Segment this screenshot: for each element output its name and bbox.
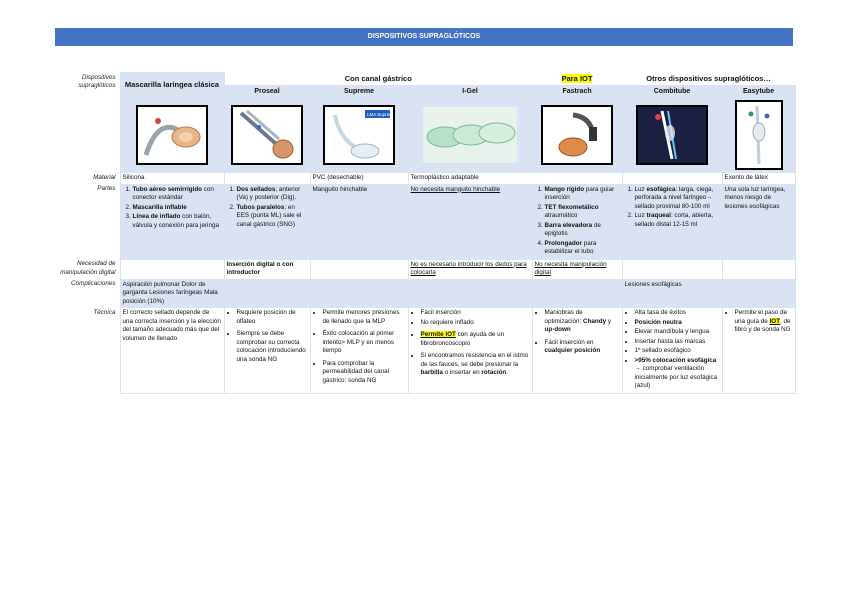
- igel-image: [423, 107, 517, 163]
- image-row: [55, 98, 795, 173]
- list-item: • Si encontramos resistencia en el istmo de las fauces, se debe presionar la barbilla o insertar en rotación.: [421, 352, 530, 378]
- image-cell-combitube: [622, 98, 722, 173]
- row-label-tecnica: Técnica: [93, 308, 116, 316]
- fastrach-image: [541, 105, 613, 165]
- list-item: • Permite IOT con ayuda de un fibrobroncoscopio: [421, 331, 530, 348]
- image-cell-supreme: [310, 98, 408, 173]
- row-label-manipulacion: Necesidad de manipulación digital: [60, 260, 116, 276]
- tecnica-combitube: [622, 308, 722, 394]
- header-easytube: Easytube: [722, 85, 795, 97]
- row-label-devices: Dispositivos supraglóticos: [78, 73, 116, 89]
- list-item: 2. Mascarilla inflable: [133, 204, 222, 213]
- compl-combitube: Lesiones esofágicas: [622, 279, 722, 308]
- supreme-image: [323, 105, 395, 165]
- tecnica-laringea: El correcto sellado depende de una correcta inserción y la elección del tamaño adecuado más que del volumen de llenado: [120, 308, 224, 394]
- list-item: • >95% colocación esofágica → comprobar ventilación inicialmente por luz esofágica (azul): [635, 357, 720, 391]
- supreme-image-label: LMA Supreme: [367, 112, 393, 118]
- header-proseal: Proseal: [224, 85, 310, 97]
- tecnica-easytube: [722, 308, 795, 394]
- manipulacion-row: [55, 259, 795, 279]
- list-item: • 1º sellado esofágico: [635, 347, 720, 356]
- list-item: • Permite el paso de una guía de IOT, de fibro y de sonda NG: [735, 309, 793, 335]
- image-cell-proseal: [224, 98, 310, 173]
- header-para-iot: [532, 73, 622, 86]
- list-item: 1. Mango rígido para guiar inserción: [545, 186, 620, 203]
- page-title-banner: [55, 28, 793, 46]
- list-item: • Insertar hasta las marcas: [635, 338, 720, 347]
- tecnica-fastrach: [532, 308, 622, 394]
- list-item: 2. Luz traqueal: corta, abierta, sellado distal 12-15 ml: [635, 212, 720, 229]
- material-laringea: Silicona: [120, 173, 224, 185]
- partes-proseal: [224, 184, 310, 259]
- list-item: 2. TET flexometálico atraumático: [545, 204, 620, 221]
- material-igel: Termoplástico adaptable: [408, 173, 622, 185]
- header-igel: I-Gel: [408, 85, 532, 97]
- list-item: 3. Barra elevadora de epiglotis: [545, 222, 620, 239]
- list-item: 2. Tubos paralelos; en EES (punta ML) sale el canal gástrico (SNG): [237, 204, 308, 230]
- partes-row: [55, 184, 795, 259]
- header-canal-gastrico: Con canal gástrico: [344, 73, 412, 83]
- complicaciones-row: [55, 279, 795, 308]
- list-item: • Posición neutra: [635, 319, 720, 328]
- row-label-material: Material: [93, 173, 116, 181]
- tecnica-proseal: [224, 308, 310, 394]
- partes-fastrach: [532, 184, 622, 259]
- header-otros-dispositivos: Otros dispositivos supraglóticos…: [646, 73, 771, 83]
- header-mascarilla-laringea: Mascarilla laríngea clásica: [120, 73, 224, 98]
- material-easytube: Exento de látex: [722, 173, 795, 185]
- list-item: 4. Prolongador para estabilizar el tubo: [545, 240, 620, 257]
- devices-table: [55, 72, 796, 394]
- tecnica-row: [55, 308, 795, 394]
- partes-supreme: Manguito hinchable: [310, 184, 408, 259]
- partes-igel: No necesita manguito hinchable: [408, 184, 532, 259]
- list-item: • Maniobras de optimización: Chandy y up-down: [545, 309, 620, 335]
- list-item: • Fácil inserción: [421, 309, 530, 318]
- partes-combitube: [622, 184, 722, 259]
- manip-proseal: Inserción digital o con introductor: [224, 259, 310, 279]
- easytube-image: [735, 100, 783, 170]
- list-item: 1. Dos sellados: anterior (Va) y posterior (Dig).: [237, 186, 308, 203]
- list-item: • Siempre se debe comprobar su correcta colocación introduciendo una sonda NG: [237, 330, 308, 364]
- para-iot-label: Para IOT: [561, 73, 593, 83]
- tecnica-igel: [408, 308, 532, 394]
- manip-fastrach: No necesita manipulación digital: [532, 259, 622, 279]
- list-item: 3. Línea de inflado con balón, válvula y conexión para jeringa: [133, 213, 222, 230]
- partes-laringea: [120, 184, 224, 259]
- image-cell-fastrach: [532, 98, 622, 173]
- list-item: • Requiere posición de olfateo: [237, 309, 308, 326]
- combitube-image: [636, 105, 708, 165]
- tecnica-supreme: [310, 308, 408, 394]
- image-cell-igel: [408, 98, 532, 173]
- list-item: • Fácil inserción en cualquier posición: [545, 339, 620, 356]
- header-fastrach: Fastrach: [532, 85, 622, 97]
- row-label-partes: Partes: [97, 185, 116, 193]
- proseal-image: [231, 105, 303, 165]
- list-item: 1. Luz esofágica: larga, ciega, perforada a nivel faríngeo→ sellado proximal 80-100 ml: [635, 186, 720, 212]
- list-item: • Permite menores presiones de llenado que la MLP: [323, 309, 406, 326]
- list-item: • Elevar mandíbula y lengua: [635, 328, 720, 337]
- list-item: • Para comprobar la permeabilidad del canal gástrico: sonda NG: [323, 360, 406, 386]
- material-row: [55, 173, 795, 185]
- partes-easytube: Una sola luz laríngea, menos riesgo de lesiones esofágicas: [722, 184, 795, 259]
- list-item: 1. Tubo aéreo semirrígido con conector estándar: [133, 186, 222, 203]
- manip-igel: No es necesario introducir los dedos para colocarla: [408, 259, 532, 279]
- material-supreme: PVC (desechable): [310, 173, 408, 185]
- compl-laringea: Aspiración pulmonar Dolor de garganta Lesiones faríngeas Mala posición (10%): [120, 279, 224, 308]
- list-item: • No requiere inflado: [421, 319, 530, 328]
- image-cell-easytube: [722, 98, 795, 173]
- image-cell-laringea: [120, 98, 224, 173]
- page-title: DISPOSITIVOS SUPRAGLÓTICOS: [367, 33, 481, 40]
- list-item: • Éxito colocación al primer intento> MLP y en menos tiempo: [323, 330, 406, 356]
- list-item: • Alta tasa de éxitos: [635, 309, 720, 318]
- header-supreme: Supreme: [310, 85, 408, 97]
- header-combitube: Combitube: [622, 85, 722, 97]
- laryngeal-mask-image: [136, 105, 208, 165]
- group-header-row: [55, 73, 795, 86]
- row-label-complicaciones: Complicaciones: [71, 280, 116, 288]
